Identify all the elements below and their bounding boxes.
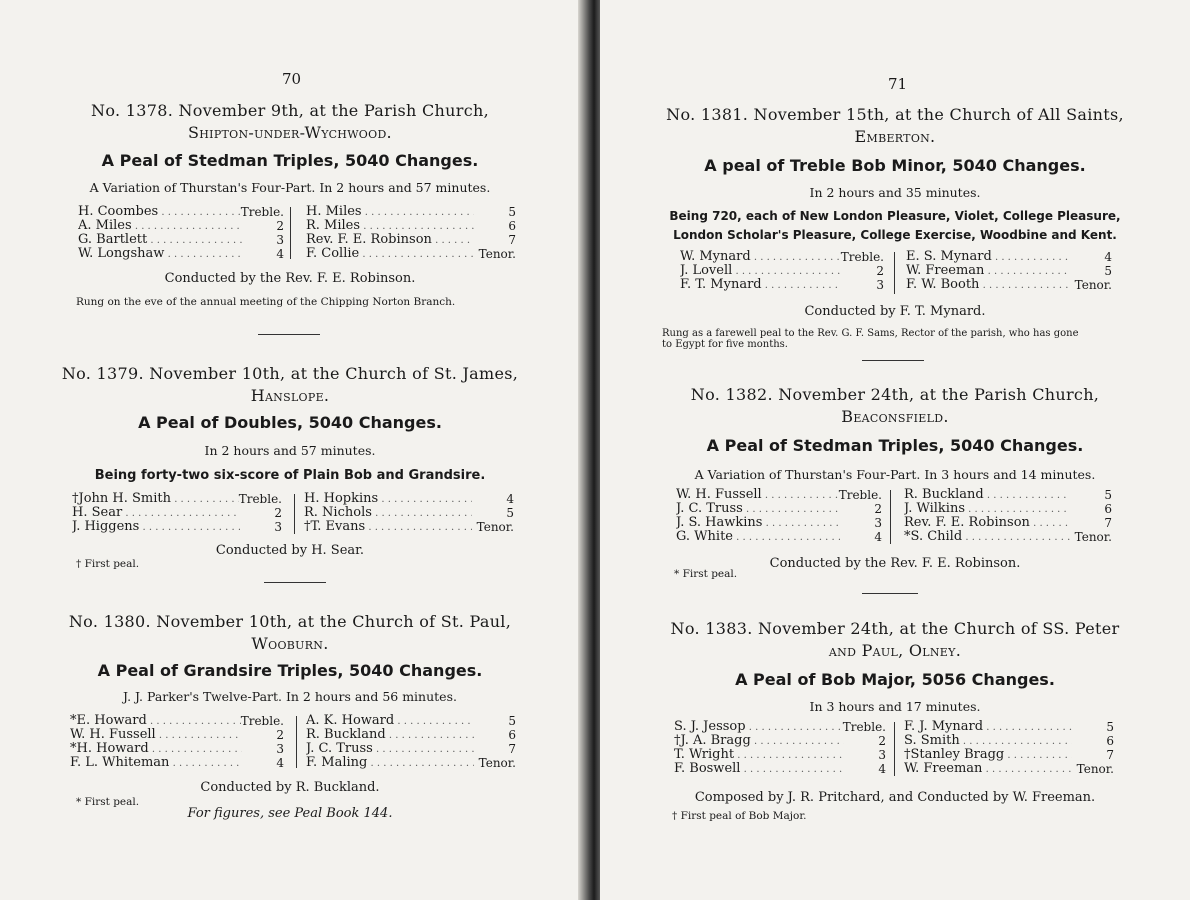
peal-heading-line: No. 1381. November 15th, at the Church of All Saints, [666, 105, 1124, 124]
bell-number: 7 [1106, 748, 1114, 762]
peal-place: Shipton-under-Wychwood. [188, 123, 392, 142]
ringers-column-right [904, 488, 1112, 544]
column-divider [894, 722, 895, 776]
peal-method-note: A Variation of Thurstan's Four-Part. In 2 hours and 57 minutes. [89, 180, 491, 195]
ringer-name: F. Maling . . . [306, 756, 474, 770]
peal-heading-line: No. 1379. November 10th, at the Church of St. James, [61, 364, 519, 383]
ringers-band [72, 492, 514, 536]
peal-title: A Peal of Grandsire Triples, 5040 Changes. [97, 661, 483, 680]
bell-number: Treble. [240, 205, 284, 219]
ringer-row [676, 516, 882, 530]
ringer-row [306, 247, 516, 261]
ringer-name: R. Nichols . . . [304, 506, 472, 520]
bell-number: 7 [508, 742, 516, 756]
ringer-name: H. Coombes . . . [78, 205, 241, 219]
peal-duration: In 3 hours and 17 minutes. [809, 699, 981, 714]
ringer-row [306, 742, 516, 756]
peal-heading [40, 100, 540, 144]
ringers-column-right [306, 205, 516, 261]
ringer-name: G. Bartlett . . . [78, 233, 242, 247]
ringer-name: *S. Child . . . [904, 530, 1070, 544]
section-divider [258, 334, 320, 335]
ringer-row [674, 734, 886, 748]
ringer-name: W. Mynard . . . [680, 250, 841, 264]
ringer-name: J. Wilkins . . . [904, 502, 1070, 516]
ringer-name: F. W. Booth . . . [906, 278, 1070, 292]
bell-number: 4 [1104, 250, 1112, 264]
ringer-row [904, 762, 1114, 776]
ringer-row [906, 264, 1112, 278]
ringer-row [676, 488, 882, 502]
conductor-line: Conducted by R. Buckland. [200, 780, 380, 795]
peal-title: A Peal of Bob Major, 5056 Changes. [735, 670, 1055, 689]
conductor-line: Conducted by the Rev. F. E. Robinson. [769, 556, 1021, 571]
bell-number: 5 [1104, 264, 1112, 278]
ringer-row [306, 714, 516, 728]
bell-number: Tenor. [1076, 762, 1114, 776]
ringer-name: *H. Howard . . . [70, 742, 242, 756]
column-divider [294, 494, 295, 534]
ringer-row [904, 720, 1114, 734]
bell-number: 3 [276, 233, 284, 247]
bell-number: 4 [276, 247, 284, 261]
bell-number: 5 [508, 205, 516, 219]
ringer-row [674, 762, 886, 776]
ringer-row [904, 734, 1114, 748]
ringer-row [78, 247, 284, 261]
peal-method-note: A Variation of Thurstan's Four-Part. In 3 hours and 14 minutes. [694, 467, 1096, 482]
peal-place: and Paul, Olney. [828, 641, 962, 660]
ringer-name: J. C. Truss . . . [306, 742, 474, 756]
bell-number: 2 [874, 502, 882, 516]
ringer-row [306, 233, 516, 247]
ringer-row [904, 748, 1114, 762]
ringers-column-right [904, 720, 1114, 776]
ringer-row [306, 728, 516, 742]
ringer-name: J. Lovell . . . [680, 264, 842, 278]
conductor-line: Composed by J. R. Pritchard, and Conducted by W. Freeman. [694, 790, 1096, 805]
ringer-name: A. Miles . . . [78, 219, 242, 233]
bell-number: 3 [876, 278, 884, 292]
bell-number: 7 [1104, 516, 1112, 530]
ringer-row [306, 756, 516, 770]
ringer-name: R. Buckland . . . [306, 728, 474, 742]
bell-number: 6 [508, 219, 516, 233]
ringer-row [70, 714, 284, 728]
bell-number: 4 [506, 492, 514, 506]
bell-number: 6 [508, 728, 516, 742]
ringer-row [676, 502, 882, 516]
peal-title: A Peal of Stedman Triples, 5040 Changes. [101, 151, 479, 170]
peal-composition-note [630, 207, 1160, 245]
ringer-row [304, 492, 514, 506]
peal-place: Wooburn. [251, 634, 329, 653]
peal-place: Hanslope. [250, 386, 330, 405]
ringer-row [304, 506, 514, 520]
ringer-row [78, 205, 284, 219]
page-number: 70 [282, 70, 302, 88]
bell-number: 2 [876, 264, 884, 278]
ringer-name: Rev. F. E. Robinson . . . [306, 233, 474, 247]
bell-number: 4 [878, 762, 886, 776]
ringers-column-right [306, 714, 516, 770]
ringer-name: J. C. Truss . . . [676, 502, 840, 516]
right-page [600, 0, 1190, 900]
bell-number: 3 [274, 520, 282, 534]
ringer-name: F. T. Mynard . . . [680, 278, 842, 292]
bell-number: Treble. [838, 488, 882, 502]
peal-method-note: J. J. Parker's Twelve-Part. In 2 hours and 56 minutes. [123, 689, 457, 704]
bell-number: 6 [1104, 502, 1112, 516]
bell-number: Treble. [240, 714, 284, 728]
bell-number: Tenor. [1074, 530, 1112, 544]
ringer-row [680, 264, 884, 278]
bell-number: 4 [874, 530, 882, 544]
peal-duration: In 2 hours and 57 minutes. [204, 443, 376, 458]
ringer-name: W. H. Fussell . . . [70, 728, 242, 742]
ringer-name: H. Miles . . . [306, 205, 474, 219]
composition-line: Being 720, each of New London Pleasure, Violet, College Pleasure, [669, 209, 1121, 223]
peal-place: Emberton. [854, 127, 936, 146]
ringer-row [70, 728, 284, 742]
ringers-column-left [70, 714, 284, 770]
ringer-name: Rev. F. E. Robinson . . . [904, 516, 1070, 530]
ringer-name: H. Sear . . . [72, 506, 240, 520]
peal-heading [40, 363, 540, 407]
bell-number: Treble. [238, 492, 282, 506]
ringer-name: H. Hopkins . . . [304, 492, 472, 506]
ringer-row [906, 250, 1112, 264]
ringers-column-right [906, 250, 1112, 292]
ringer-row [78, 233, 284, 247]
peal-heading-line: No. 1378. November 9th, at the Parish Church, [91, 101, 489, 120]
ringer-name: †John H. Smith . . . [72, 492, 239, 506]
ringer-row [680, 250, 884, 264]
figures-reference: For figures, see Peal Book 144. [187, 806, 393, 821]
conductor-line: Conducted by H. Sear. [215, 543, 365, 558]
ringer-row [904, 516, 1112, 530]
ringer-row [70, 742, 284, 756]
composition-line: London Scholar's Pleasure, College Exercise, Woodbine and Kent. [673, 228, 1117, 242]
bell-number: Tenor. [478, 247, 516, 261]
ringers-column-right [304, 492, 514, 534]
ringer-name: †T. Evans . . . [304, 520, 472, 534]
footnote: Rung on the eve of the annual meeting of the Chipping Norton Branch. [76, 296, 456, 308]
ringer-row [680, 278, 884, 292]
ringer-name: R. Miles . . . [306, 219, 474, 233]
ringer-name: W. Freeman . . . [906, 264, 1070, 278]
ringer-row [70, 756, 284, 770]
left-page [0, 0, 588, 900]
ringers-column-left [676, 488, 882, 544]
peal-place: Beaconsfield. [841, 407, 949, 426]
footnote [662, 328, 1132, 350]
peal-heading [640, 104, 1150, 148]
ringer-name: R. Buckland . . . [904, 488, 1070, 502]
section-divider [264, 582, 326, 583]
ringers-band [676, 488, 1112, 544]
ringers-column-left [680, 250, 884, 292]
bell-number: 3 [878, 748, 886, 762]
ringer-name: F. J. Mynard . . . [904, 720, 1072, 734]
peal-heading [640, 384, 1150, 428]
ringer-name: W. Longshaw . . . [78, 247, 242, 261]
bell-number: 5 [506, 506, 514, 520]
ringers-column-left [78, 205, 284, 261]
ringer-name: E. S. Mynard . . . [906, 250, 1070, 264]
ringer-name: J. Higgens . . . [72, 520, 240, 534]
ringer-row [304, 520, 514, 534]
ringer-name: W. H. Fussell . . . [676, 488, 839, 502]
ringer-name: †Stanley Bragg . . . [904, 748, 1072, 762]
ringer-name: J. S. Hawkins . . . [676, 516, 840, 530]
ringer-row [906, 278, 1112, 292]
bell-number: 2 [276, 219, 284, 233]
ringer-name: F. Collie . . . [306, 247, 474, 261]
ringer-name: S. Smith . . . [904, 734, 1072, 748]
column-divider [890, 490, 891, 544]
conductor-line: Conducted by F. T. Mynard. [804, 304, 986, 319]
ringer-row [676, 530, 882, 544]
bell-number: Treble. [840, 250, 884, 264]
ringers-band [680, 250, 1112, 294]
ringer-name: S. J. Jessop . . . [674, 720, 843, 734]
ringers-band [70, 714, 516, 770]
ringer-name: G. White . . . [676, 530, 840, 544]
ringer-row [674, 720, 886, 734]
bell-number: Treble. [842, 720, 886, 734]
peal-heading-line: No. 1383. November 24th, at the Church of SS. Peter [670, 619, 1120, 638]
peal-composition-note: Being forty-two six-score of Plain Bob and Grandsire. [94, 468, 486, 483]
ringer-row [306, 219, 516, 233]
ringer-row [674, 748, 886, 762]
bell-number: Tenor. [476, 520, 514, 534]
footnote-line: Rung as a farewell peal to the Rev. G. F. Sams, Rector of the parish, who has gone [662, 328, 1079, 339]
ringers-band [78, 205, 516, 261]
ringers-column-left [674, 720, 886, 776]
bell-number: 7 [508, 233, 516, 247]
bell-number: 5 [508, 714, 516, 728]
peal-heading-line: No. 1380. November 10th, at the Church of St. Paul, [68, 612, 512, 631]
ringer-name: A. K. Howard . . . [306, 714, 474, 728]
ringer-row [72, 506, 282, 520]
ringer-row [78, 219, 284, 233]
peal-heading [640, 618, 1150, 662]
ringer-name: †J. A. Bragg . . . [674, 734, 844, 748]
ringer-name: *E. Howard . . . [70, 714, 241, 728]
bell-number: 3 [276, 742, 284, 756]
footnote: † First peal of Bob Major. [672, 810, 807, 822]
bell-number: 4 [276, 756, 284, 770]
ringer-row [306, 205, 516, 219]
ringer-name: W. Freeman . . . [904, 762, 1072, 776]
footnote: † First peal. [76, 558, 140, 570]
ringer-name: F. Boswell . . . [674, 762, 844, 776]
peal-heading-line: No. 1382. November 24th, at the Parish Church, [690, 385, 1100, 404]
ringer-row [904, 502, 1112, 516]
ringer-row [904, 488, 1112, 502]
ringer-name: F. L. Whiteman . . . [70, 756, 242, 770]
peal-heading [40, 611, 540, 655]
ringers-band [674, 720, 1114, 776]
peal-duration: In 2 hours and 35 minutes. [809, 185, 981, 200]
bell-number: 2 [878, 734, 886, 748]
peal-title: A Peal of Doubles, 5040 Changes. [138, 413, 442, 432]
bell-number: Tenor. [1074, 278, 1112, 292]
bell-number: Tenor. [478, 756, 516, 770]
bell-number: 5 [1106, 720, 1114, 734]
bell-number: 2 [276, 728, 284, 742]
peal-title: A Peal of Stedman Triples, 5040 Changes. [706, 436, 1084, 455]
ringers-column-left [72, 492, 282, 534]
footnote: * First peal. [76, 796, 140, 808]
column-divider [296, 716, 297, 768]
ringer-row [904, 530, 1112, 544]
ringer-row [72, 520, 282, 534]
conductor-line: Conducted by the Rev. F. E. Robinson. [164, 271, 416, 286]
footnote: * First peal. [674, 568, 738, 580]
peal-title: A peal of Treble Bob Minor, 5040 Changes. [704, 156, 1086, 175]
ringer-row [72, 492, 282, 506]
bell-number: 5 [1104, 488, 1112, 502]
bell-number: 6 [1106, 734, 1114, 748]
section-divider [862, 360, 924, 361]
bell-number: 2 [274, 506, 282, 520]
footnote-line: to Egypt for five months. [662, 339, 788, 350]
section-divider [862, 593, 918, 594]
column-divider [894, 252, 895, 294]
column-divider [290, 207, 291, 259]
bell-number: 3 [874, 516, 882, 530]
ringer-name: T. Wright . . . [674, 748, 844, 762]
page-number: 71 [888, 75, 908, 93]
